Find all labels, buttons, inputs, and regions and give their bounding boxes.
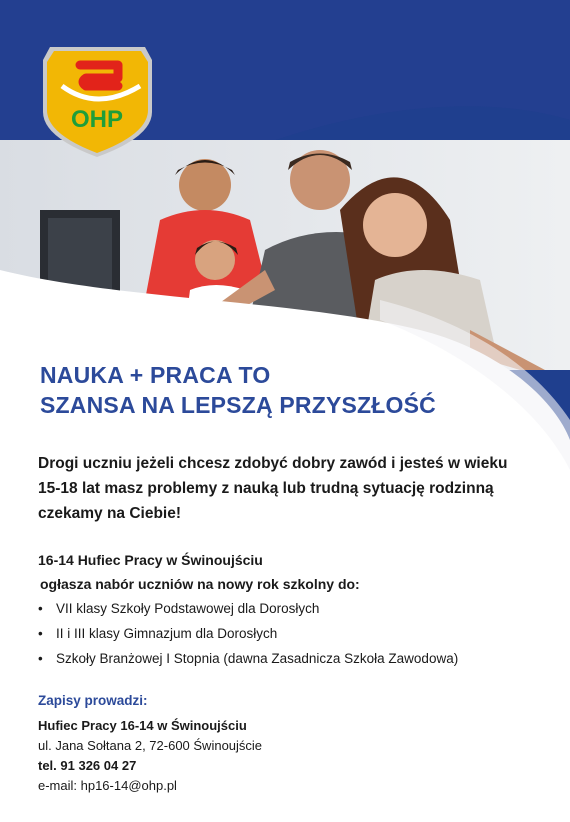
list-item: • VII klasy Szkoły Podstawowej dla Dorosłych (38, 596, 458, 621)
intro-line-3: czekamy na Ciebie! (38, 505, 182, 522)
school-list (38, 596, 458, 671)
bullet-icon: • (38, 651, 43, 666)
ohp-logo (40, 42, 155, 160)
list-item: • Szkoły Branżowej I Stopnia (dawna Zasadnicza Szkoła Zawodowa) (38, 646, 458, 671)
list-item: • II i III klasy Gimnazjum dla Dorosłych (38, 621, 458, 646)
ohp-logo-text: OHP (70, 106, 124, 133)
organization-block (38, 548, 360, 596)
headline-line-2: SZANSA NA LEPSZĄ PRZYSZŁOŚĆ (40, 392, 436, 418)
headline (40, 360, 436, 420)
announcement: ogłasza nabór uczniów na nowy rok szkolny do: (40, 576, 360, 592)
intro-text (38, 451, 538, 526)
contact-email: e-mail: hp16-14@ohp.pl (38, 778, 177, 793)
contact-address: ul. Jana Sołtana 2, 72-600 Świnoujście (38, 738, 263, 753)
contact-phone: tel. 91 326 04 27 (38, 758, 137, 773)
organization-name: 16-14 Hufiec Pracy w Świnoujściu (38, 552, 263, 568)
intro-line-1: Drogi uczniu jeżeli chcesz zdobyć dobry zawód i jesteś w wieku (38, 455, 508, 472)
bullet-icon: • (38, 626, 43, 641)
contact-block (38, 716, 262, 796)
intro-line-2: 15-18 lat masz problemy z nauką lub trudną sytuację rodzinną (38, 480, 494, 497)
bullet-icon: • (38, 601, 43, 616)
headline-line-1: NAUKA + PRACA TO (40, 362, 271, 388)
contact-name: Hufiec Pracy 16-14 w Świnoujściu (38, 718, 247, 733)
registration-heading: Zapisy prowadzi: (38, 693, 148, 708)
